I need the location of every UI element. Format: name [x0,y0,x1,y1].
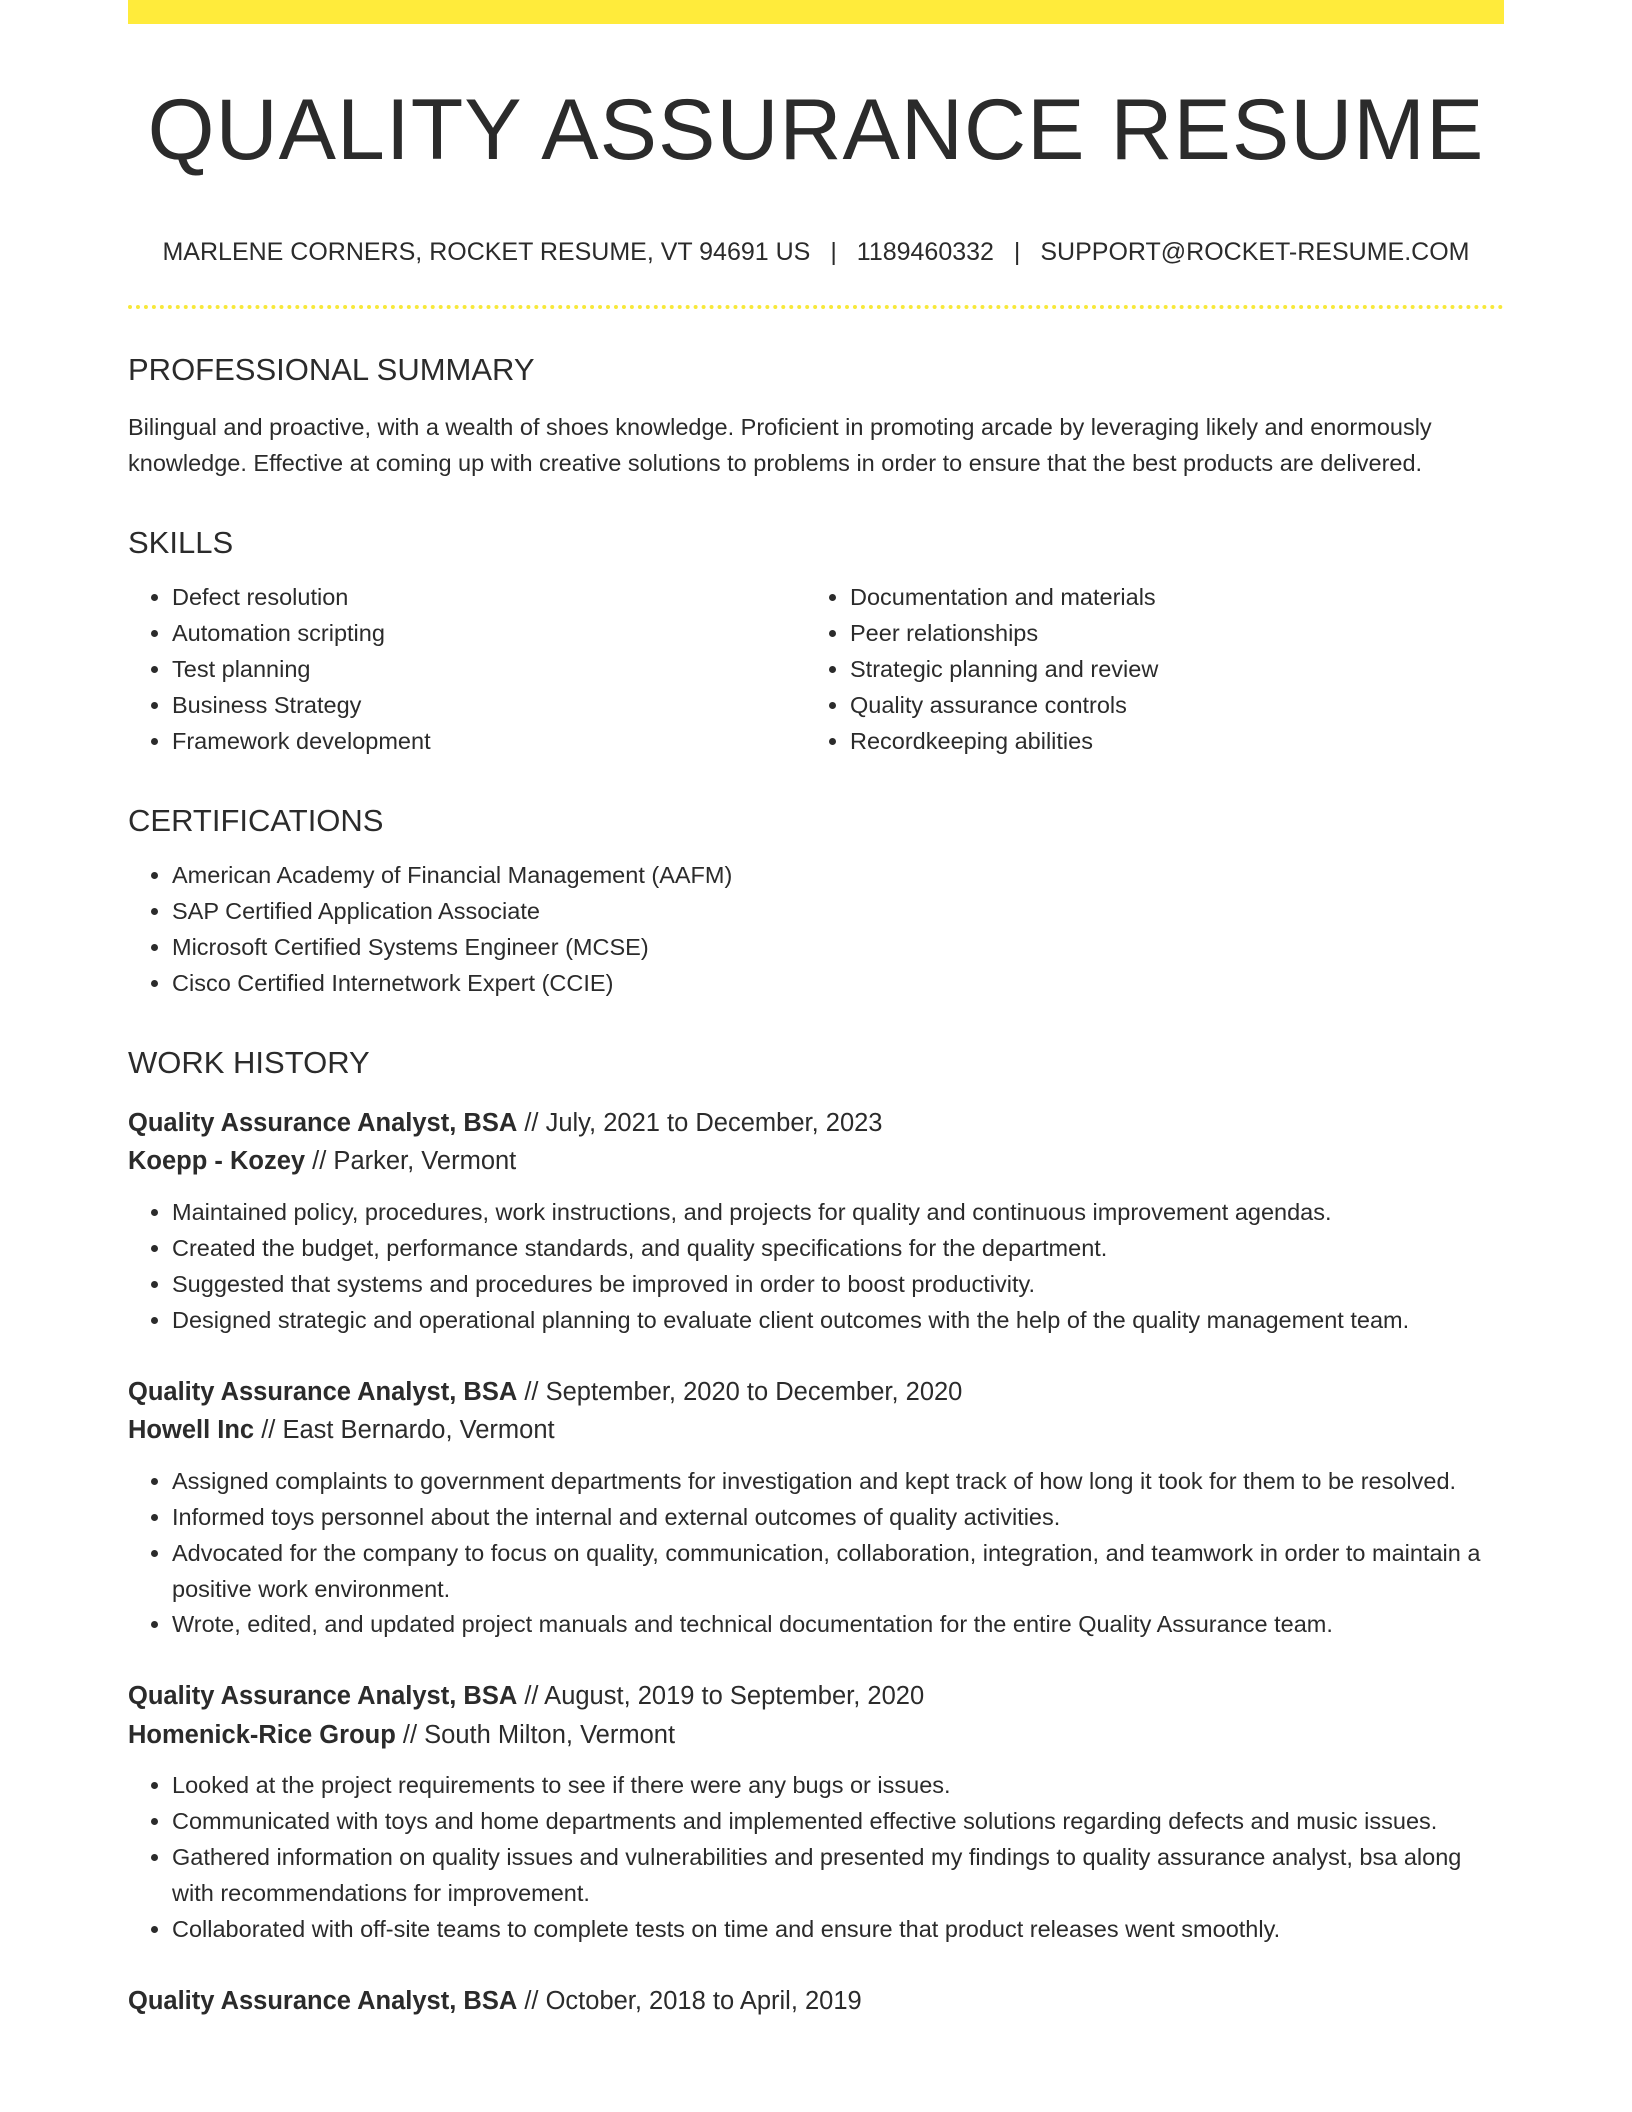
contact-separator: | [830,238,837,266]
job-company-line [128,1411,1504,1450]
skills-list-right [806,580,1504,760]
job-duty: • Suggested that systems and procedures be improved in order to boost productivity. [172,1267,1504,1303]
job-title: Quality Assurance Analyst, BSA [128,1108,518,1137]
certifications-heading: CERTIFICATIONS [128,802,384,838]
certifications-list [128,858,1504,1002]
job-duty: • Communicated with toys and home departments and implemented effective solutions regarding defects and music issues. [172,1804,1504,1840]
job-dates: // August, 2019 to September, 2020 [517,1682,925,1711]
skill-item: • Defect resolution [172,580,806,616]
certification-item: • Microsoft Certified Systems Engineer (MCSE) [172,930,1504,966]
job-duty: • Informed toys personnel about the internal and external outcomes of quality activities. [172,1500,1504,1536]
job-title: Quality Assurance Analyst, BSA [128,1377,518,1406]
job-entry [128,1677,1504,1948]
certification-item: • Cisco Certified Internetwork Expert (CCIE) [172,966,1504,1002]
work-history-heading: WORK HISTORY [128,1044,370,1080]
job-duty: • Wrote, edited, and updated project manuals and technical documentation for the entire Quality Assurance team. [172,1607,1504,1643]
job-duties-list [128,1464,1504,1644]
contact-phone: 1189460332 [856,238,994,266]
dotted-divider [128,305,1504,309]
job-dates: // September, 2020 to December, 2020 [517,1377,963,1406]
job-location: // South Milton, Vermont [395,1720,676,1749]
accent-top-bar [128,0,1504,24]
contact-line [128,237,1504,267]
job-company-line [128,1142,1504,1181]
job-company: Koepp - Kozey [128,1147,306,1176]
job-duty: • Advocated for the company to focus on quality, communication, collaboration, integration, and teamwork in order to maintain a positive work environment. [172,1536,1504,1608]
job-company-line [128,1716,1504,1755]
job-duty: • Gathered information on quality issues and vulnerabilities and presented my findings to quality assurance analyst, bsa along with recommendations for improvement. [172,1840,1504,1912]
job-title-line [128,1982,1504,2021]
job-duty: • Looked at the project requirements to see if there were any bugs or issues. [172,1768,1504,1804]
job-duty: • Designed strategic and operational planning to evaluate client outcomes with the help of the quality management team. [172,1303,1504,1339]
summary-heading: PROFESSIONAL SUMMARY [128,352,535,387]
job-company: Howell Inc [128,1416,255,1445]
summary-section [128,353,1504,482]
contact-separator: | [1013,238,1021,266]
job-dates: // October, 2018 to April, 2019 [517,1987,862,2016]
job-duties-list [128,1195,1504,1339]
job-dates: // July, 2021 to December, 2023 [517,1108,883,1137]
resume-content [128,0,1504,2021]
resume-title: QUALITY ASSURANCE RESUME [147,82,1485,178]
contact-email: SUPPORT@ROCKET-RESUME.COM [1040,238,1470,266]
skills-section [128,526,1504,760]
job-duty: • Assigned complaints to government departments for investigation and kept track of how long it took for them to be resolved. [172,1464,1504,1500]
summary-text: Bilingual and proactive, with a wealth of shoes knowledge. Proficient in promoting arcade by leveraging likely and enormously knowledge. Effective at coming up with creative solutions to problems in order to ensure that the best products are delivered. [128,414,1432,477]
job-title-line [128,1373,1504,1412]
job-duties-list [128,1768,1504,1948]
skill-item: • Documentation and materials [850,580,1504,616]
job-title: Quality Assurance Analyst, BSA [128,1987,518,2016]
job-entry [128,1982,1504,2021]
job-entry [128,1373,1504,1644]
job-location: // East Bernardo, Vermont [254,1416,555,1445]
job-duty: • Maintained policy, procedures, work instructions, and projects for quality and continuous improvement agendas. [172,1195,1504,1231]
job-title: Quality Assurance Analyst, BSA [128,1682,518,1711]
job-location: // Parker, Vermont [305,1147,517,1176]
work-history-section [128,1046,1504,2021]
skill-item: • Recordkeeping abilities [850,724,1504,760]
skills-grid [128,580,1504,760]
skills-list-left [128,580,806,760]
certifications-section [128,804,1504,1002]
skill-item: • Quality assurance controls [850,688,1504,724]
job-entry [128,1104,1504,1339]
certification-item: • American Academy of Financial Management (AAFM) [172,858,1504,894]
certification-item: • SAP Certified Application Associate [172,894,1504,930]
skill-item: • Strategic planning and review [850,652,1504,688]
job-duty: • Collaborated with off-site teams to complete tests on time and ensure that product releases went smoothly. [172,1912,1504,1948]
skill-item: • Framework development [172,724,806,760]
job-duty: • Created the budget, performance standards, and quality specifications for the department. [172,1231,1504,1267]
job-title-line [128,1677,1504,1716]
skill-item: • Automation scripting [172,616,806,652]
job-title-line [128,1104,1504,1143]
skill-item: • Test planning [172,652,806,688]
contact-address: MARLENE CORNERS, ROCKET RESUME, VT 94691 US [162,238,811,266]
skills-heading: SKILLS [128,525,234,560]
skill-item: • Business Strategy [172,688,806,724]
skill-item: • Peer relationships [850,616,1504,652]
job-company: Homenick-Rice Group [128,1720,396,1749]
